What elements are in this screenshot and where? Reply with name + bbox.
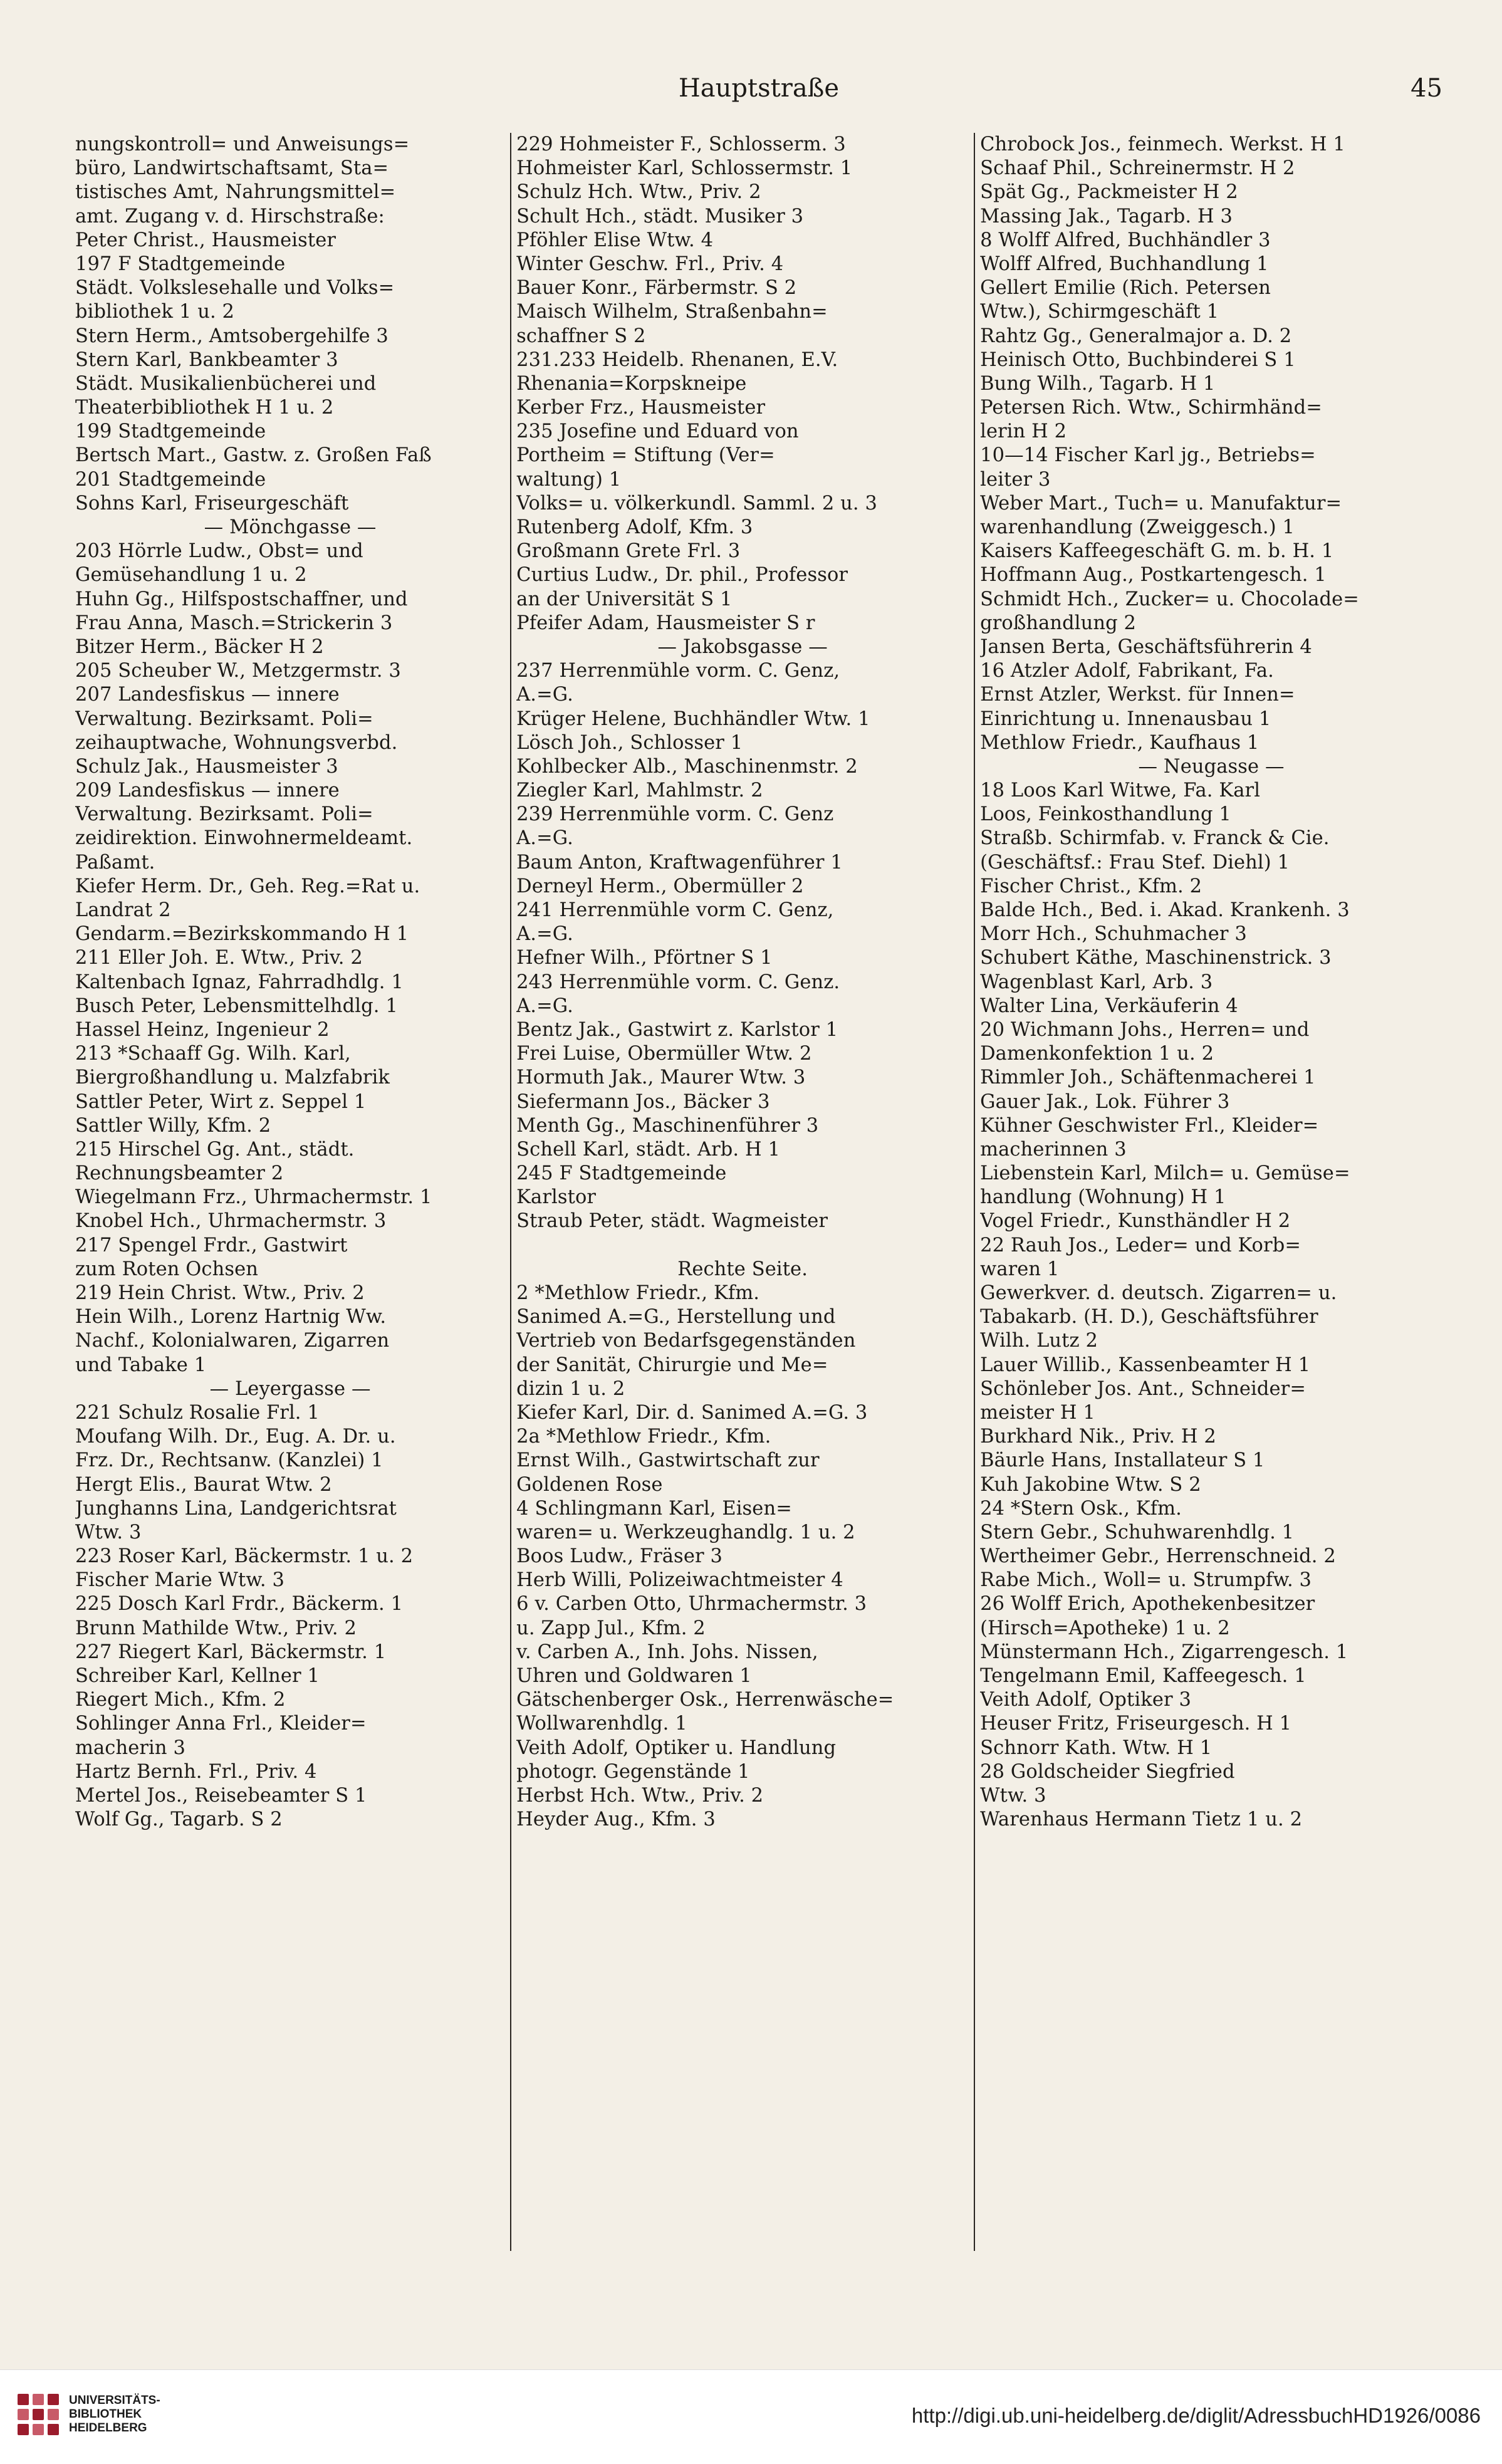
directory-line: 221 Schulz Rosalie Frl. 1 bbox=[75, 1401, 320, 1424]
page-number: 45 bbox=[1411, 74, 1442, 103]
directory-line: Wtw. 3 bbox=[980, 1784, 1046, 1807]
directory-line: schaffner S 2 bbox=[516, 325, 646, 347]
page-title: Hauptstraße bbox=[678, 74, 840, 103]
directory-columns bbox=[75, 133, 1442, 2251]
directory-line: Vertrieb von Bedarfsgegenständen bbox=[516, 1330, 856, 1352]
directory-line: Schulz Jak., Hausmeister 3 bbox=[75, 755, 338, 778]
directory-line: zeihauptwache, Wohnungsverbd. bbox=[75, 731, 398, 754]
directory-line: Bertsch Mart., Gastw. z. Großen Faß bbox=[75, 444, 432, 467]
directory-line: Burkhard Nik., Priv. H 2 bbox=[980, 1426, 1216, 1448]
directory-line: Verwaltung. Bezirksamt. Poli= bbox=[75, 803, 373, 826]
directory-line: 225 Dosch Karl Frdr., Bäckerm. 1 bbox=[75, 1593, 404, 1616]
directory-line: Kaltenbach Ignaz, Fahrradhdlg. 1 bbox=[75, 971, 404, 993]
logo-line: UNIVERSITÄTS- bbox=[69, 2394, 160, 2407]
directory-line: Bung Wilh., Tagarb. H 1 bbox=[980, 372, 1216, 395]
directory-line: 28 Goldscheider Siegfried bbox=[980, 1760, 1235, 1783]
directory-line: Goldenen Rose bbox=[516, 1473, 663, 1496]
directory-line: Brunn Mathilde Wtw., Priv. 2 bbox=[75, 1617, 357, 1639]
directory-line: — Leyergasse — bbox=[209, 1377, 371, 1400]
directory-line: Wtw. 3 bbox=[75, 1521, 142, 1543]
directory-line: Chrobock Jos., feinmech. Werkst. H 1 bbox=[980, 133, 1345, 155]
directory-line: Hoffmann Aug., Postkartengesch. 1 bbox=[980, 564, 1327, 587]
directory-line: Menth Gg., Maschinenführer 3 bbox=[516, 1114, 819, 1137]
directory-line: — Neugasse — bbox=[1138, 755, 1285, 778]
directory-line: u. Zapp Jul., Kfm. 2 bbox=[516, 1617, 706, 1639]
directory-line: Großmann Grete Frl. 3 bbox=[516, 540, 741, 563]
directory-line: Tabakarb. (H. D.), Geschäftsführer bbox=[980, 1306, 1318, 1329]
directory-line: Lösch Joh., Schlosser 1 bbox=[516, 731, 743, 754]
directory-line: Wtw.), Schirmgeschäft 1 bbox=[980, 301, 1219, 323]
directory-line: Schubert Käthe, Maschinenstrick. 3 bbox=[980, 947, 1332, 969]
directory-line: Peter Christ., Hausmeister bbox=[75, 229, 336, 251]
directory-line: 197 F Stadtgemeinde bbox=[75, 253, 286, 275]
directory-line: v. Carben A., Inh. Johs. Nissen, bbox=[516, 1641, 818, 1663]
directory-line: Jansen Berta, Geschäftsführerin 4 bbox=[980, 635, 1312, 658]
directory-line: Schreiber Karl, Kellner 1 bbox=[75, 1665, 320, 1687]
directory-line: A.=G. bbox=[516, 827, 573, 850]
directory-line: leiter 3 bbox=[980, 468, 1051, 491]
directory-line: 211 Eller Joh. E. Wtw., Priv. 2 bbox=[75, 947, 363, 969]
directory-line: Hassel Heinz, Ingenieur 2 bbox=[75, 1018, 330, 1041]
directory-line: 24 *Stern Osk., Kfm. bbox=[980, 1497, 1182, 1520]
library-logo[interactable] bbox=[18, 2394, 160, 2435]
directory-line: Landrat 2 bbox=[75, 899, 171, 921]
directory-line: Hohmeister Karl, Schlossermstr. 1 bbox=[516, 157, 853, 180]
directory-line: Sohns Karl, Friseurgeschäft bbox=[75, 492, 349, 514]
directory-line: Lauer Willib., Kassenbeamter H 1 bbox=[980, 1354, 1311, 1376]
directory-line: Damenkonfektion 1 u. 2 bbox=[980, 1043, 1214, 1065]
directory-line: Hefner Wilh., Pförtner S 1 bbox=[516, 947, 773, 969]
page-header bbox=[75, 69, 1442, 113]
column-left bbox=[75, 133, 510, 2251]
directory-line: Loos, Feinkosthandlung 1 bbox=[980, 803, 1231, 826]
directory-line: Knobel Hch., Uhrmachermstr. 3 bbox=[75, 1210, 387, 1233]
directory-line: Moufang Wilh. Dr., Eug. A. Dr. u. bbox=[75, 1426, 396, 1448]
directory-line: A.=G. bbox=[516, 923, 573, 946]
directory-line: 235 Josefine und Eduard von bbox=[516, 420, 799, 443]
directory-line: 2 *Methlow Friedr., Kfm. bbox=[516, 1282, 760, 1304]
directory-line: Veith Adolf, Optiker 3 bbox=[980, 1689, 1191, 1711]
directory-line: Weber Mart., Tuch= u. Manufaktur= bbox=[980, 492, 1342, 514]
directory-line: 203 Hörrle Ludw., Obst= und bbox=[75, 540, 363, 563]
directory-line: Schulz Hch. Wtw., Priv. 2 bbox=[516, 181, 761, 204]
directory-line: Heyder Aug., Kfm. 3 bbox=[516, 1809, 716, 1831]
directory-line: 241 Herrenmühle vorm C. Genz, bbox=[516, 899, 834, 921]
directory-line: Gewerkver. d. deutsch. Zigarren= u. bbox=[980, 1282, 1337, 1304]
directory-line: Fischer Marie Wtw. 3 bbox=[75, 1569, 285, 1592]
directory-line: Derneyl Herm., Obermüller 2 bbox=[516, 875, 804, 897]
directory-line: (Geschäftsf.: Frau Stef. Diehl) 1 bbox=[980, 851, 1290, 874]
directory-line: Gendarm.=Bezirkskommando H 1 bbox=[75, 923, 409, 946]
directory-line: Heuser Fritz, Friseurgesch. H 1 bbox=[980, 1713, 1292, 1735]
directory-line: 209 Landesfiskus — innere bbox=[75, 780, 340, 802]
directory-line: amt. Zugang v. d. Hirschstraße: bbox=[75, 205, 385, 227]
library-logo-text bbox=[69, 2394, 160, 2435]
directory-line: Gemüsehandlung 1 u. 2 bbox=[75, 564, 307, 587]
directory-line: handlung (Wohnung) H 1 bbox=[980, 1186, 1226, 1209]
directory-line: Rahtz Gg., Generalmajor a. D. 2 bbox=[980, 325, 1292, 347]
directory-line: büro, Landwirtschaftsamt, Sta= bbox=[75, 157, 389, 180]
directory-line: Einrichtung u. Innenausbau 1 bbox=[980, 707, 1271, 730]
directory-line: Siefermann Jos., Bäcker 3 bbox=[516, 1090, 770, 1113]
directory-line: Kohlbecker Alb., Maschinenmstr. 2 bbox=[516, 755, 858, 778]
directory-line: Sattler Willy, Kfm. 2 bbox=[75, 1114, 271, 1137]
directory-line: Theaterbibliothek H 1 u. 2 bbox=[75, 397, 334, 419]
directory-line: Vogel Friedr., Kunsthändler H 2 bbox=[980, 1210, 1291, 1233]
directory-line: Stern Herm., Amtsobergehilfe 3 bbox=[75, 325, 389, 347]
directory-line: Gellert Emilie (Rich. Petersen bbox=[980, 277, 1271, 300]
directory-line: waren 1 bbox=[980, 1258, 1060, 1280]
directory-line: 243 Herrenmühle vorm. C. Genz. bbox=[516, 971, 840, 993]
directory-line: Petersen Rich. Wtw., Schirmhänd= bbox=[980, 397, 1322, 419]
directory-line: Biergroßhandlung u. Malzfabrik bbox=[75, 1067, 390, 1089]
directory-line: Bitzer Herm., Bäcker H 2 bbox=[75, 635, 324, 658]
directory-line: Kaisers Kaffeegeschäft G. m. b. H. 1 bbox=[980, 540, 1334, 563]
directory-line: 199 Stadtgemeinde bbox=[75, 420, 266, 443]
directory-line: macherin 3 bbox=[75, 1736, 185, 1759]
directory-line: Methlow Friedr., Kaufhaus 1 bbox=[980, 731, 1259, 754]
directory-line: Pföhler Elise Wtw. 4 bbox=[516, 229, 714, 251]
directory-line: Wiegelmann Frz., Uhrmachermstr. 1 bbox=[75, 1186, 432, 1209]
directory-line: Frz. Dr., Rechtsanw. (Kanzlei) 1 bbox=[75, 1449, 383, 1472]
directory-line: Krüger Helene, Buchhändler Wtw. 1 bbox=[516, 707, 870, 730]
directory-line: Bäurle Hans, Installateur S 1 bbox=[980, 1449, 1265, 1472]
directory-line: Boos Ludw., Fräser 3 bbox=[516, 1545, 722, 1568]
directory-line: 2a *Methlow Friedr., Kfm. bbox=[516, 1426, 771, 1448]
directory-line: Sohlinger Anna Frl., Kleider= bbox=[75, 1713, 367, 1735]
directory-line: meister H 1 bbox=[980, 1401, 1095, 1424]
directory-line: Stern Karl, Bankbeamter 3 bbox=[75, 348, 338, 371]
directory-line: Riegert Mich., Kfm. 2 bbox=[75, 1689, 286, 1711]
directory-line: Karlstor bbox=[516, 1186, 597, 1209]
directory-line: Straub Peter, städt. Wagmeister bbox=[516, 1210, 828, 1233]
directory-line: Curtius Ludw., Dr. phil., Professor bbox=[516, 564, 848, 587]
directory-line: Nachf., Kolonialwaren, Zigarren bbox=[75, 1330, 390, 1352]
directory-line: 219 Hein Christ. Wtw., Priv. 2 bbox=[75, 1282, 365, 1304]
directory-line: Warenhaus Hermann Tietz 1 u. 2 bbox=[980, 1809, 1303, 1831]
directory-line: Rutenberg Adolf, Kfm. 3 bbox=[516, 516, 753, 538]
directory-line: Wilh. Lutz 2 bbox=[980, 1330, 1098, 1352]
directory-line: Liebenstein Karl, Milch= u. Gemüse= bbox=[980, 1162, 1350, 1185]
directory-line: A.=G. bbox=[516, 684, 573, 706]
directory-line: Hartz Bernh. Frl., Priv. 4 bbox=[75, 1760, 317, 1783]
directory-line: — Jakobsgasse — bbox=[657, 635, 828, 658]
library-logo-icon bbox=[18, 2394, 59, 2435]
directory-line: der Sanität, Chirurgie und Me= bbox=[516, 1354, 828, 1376]
directory-line: Sanimed A.=G., Herstellung und bbox=[516, 1306, 836, 1329]
directory-line: tistisches Amt, Nahrungsmittel= bbox=[75, 181, 396, 204]
directory-line: Rechte Seite. bbox=[677, 1258, 808, 1280]
directory-line: waren= u. Werkzeughandlg. 1 u. 2 bbox=[516, 1521, 855, 1543]
directory-line: Hein Wilh., Lorenz Hartnig Ww. bbox=[75, 1306, 387, 1329]
directory-line: Rabe Mich., Woll= u. Strumpfw. 3 bbox=[980, 1569, 1312, 1592]
directory-line: 207 Landesfiskus — innere bbox=[75, 684, 340, 706]
directory-line: Wolff Alfred, Buchhandlung 1 bbox=[980, 253, 1269, 275]
directory-line: Städt. Volkslesehalle und Volks= bbox=[75, 277, 395, 300]
directory-line: zum Roten Ochsen bbox=[75, 1258, 258, 1280]
directory-line: A.=G. bbox=[516, 994, 573, 1017]
directory-line: Portheim = Stiftung (Ver= bbox=[516, 444, 775, 467]
directory-line: Rechnungsbeamter 2 bbox=[75, 1162, 284, 1185]
directory-line: zeidirektion. Einwohnermeldeamt. bbox=[75, 827, 413, 850]
directory-line: Schult Hch., städt. Musiker 3 bbox=[516, 205, 804, 227]
directory-line: 16 Atzler Adolf, Fabrikant, Fa. bbox=[980, 660, 1274, 682]
directory-line: Fischer Christ., Kfm. 2 bbox=[980, 875, 1202, 897]
directory-line: Tengelmann Emil, Kaffeegesch. 1 bbox=[980, 1665, 1306, 1687]
directory-line: photogr. Gegenstände 1 bbox=[516, 1760, 750, 1783]
directory-line: Walter Lina, Verkäuferin 4 bbox=[980, 994, 1238, 1017]
directory-line: Rimmler Joh., Schäftenmacherei 1 bbox=[980, 1067, 1316, 1089]
directory-line: Wagenblast Karl, Arb. 3 bbox=[980, 971, 1213, 993]
directory-line: Pfeifer Adam, Hausmeister S r bbox=[516, 612, 815, 634]
directory-line: 239 Herrenmühle vorm. C. Genz bbox=[516, 803, 834, 826]
directory-line: großhandlung 2 bbox=[980, 612, 1137, 634]
directory-line: Münstermann Hch., Zigarrengesch. 1 bbox=[980, 1641, 1348, 1663]
directory-line: Schaaf Phil., Schreinermstr. H 2 bbox=[980, 157, 1295, 180]
directory-line: lerin H 2 bbox=[980, 420, 1067, 443]
logo-line: HEIDELBERG bbox=[69, 2421, 147, 2435]
column-middle bbox=[511, 133, 974, 2251]
directory-line: 223 Roser Karl, Bäckermstr. 1 u. 2 bbox=[75, 1545, 414, 1568]
directory-line: dizin 1 u. 2 bbox=[516, 1377, 625, 1400]
directory-line: 227 Riegert Karl, Bäckermstr. 1 bbox=[75, 1641, 387, 1663]
directory-line: Busch Peter, Lebensmittelhdlg. 1 bbox=[75, 994, 398, 1017]
directory-line: 231.233 Heidelb. Rhenanen, E.V. bbox=[516, 348, 838, 371]
directory-line: Spät Gg., Packmeister H 2 bbox=[980, 181, 1238, 204]
directory-line: Bauer Konr., Färbermstr. S 2 bbox=[516, 277, 797, 300]
directory-line: Schönleber Jos. Ant., Schneider= bbox=[980, 1377, 1306, 1400]
source-url-link[interactable]: http://digi.ub.uni-heidelberg.de/diglit/AdressbuchHD1926/0086 bbox=[911, 2404, 1481, 2427]
footer-bar bbox=[0, 2369, 1502, 2464]
directory-line: 4 Schlingmann Karl, Eisen= bbox=[516, 1497, 792, 1520]
directory-line: und Tabake 1 bbox=[75, 1354, 207, 1376]
directory-line: Volks= u. völkerkundl. Samml. 2 u. 3 bbox=[516, 492, 878, 514]
directory-line: 18 Loos Karl Witwe, Fa. Karl bbox=[980, 780, 1261, 802]
directory-line: Bentz Jak., Gastwirt z. Karlstor 1 bbox=[516, 1018, 838, 1041]
directory-line: Wolf Gg., Tagarb. S 2 bbox=[75, 1809, 283, 1831]
directory-line: 6 v. Carben Otto, Uhrmachermstr. 3 bbox=[516, 1593, 867, 1616]
directory-line: Wollwarenhdlg. 1 bbox=[516, 1713, 687, 1735]
directory-line: Schnorr Kath. Wtw. H 1 bbox=[980, 1736, 1213, 1759]
directory-line: Verwaltung. Bezirksamt. Poli= bbox=[75, 707, 373, 730]
directory-line: Huhn Gg., Hilfspostschaffner, und bbox=[75, 588, 408, 610]
directory-line: Herb Willi, Polizeiwachtmeister 4 bbox=[516, 1569, 843, 1592]
directory-line: Kiefer Karl, Dir. d. Sanimed A.=G. 3 bbox=[516, 1401, 868, 1424]
directory-line: 245 F Stadtgemeinde bbox=[516, 1162, 727, 1185]
directory-line: 205 Scheuber W., Metzgermstr. 3 bbox=[75, 660, 401, 682]
logo-line: BIBLIOTHEK bbox=[69, 2408, 142, 2421]
directory-line: warenhandlung (Zweiggesch.) 1 bbox=[980, 516, 1295, 538]
directory-line: Ernst Wilh., Gastwirtschaft zur bbox=[516, 1449, 820, 1472]
directory-line: Paßamt. bbox=[75, 851, 155, 874]
directory-line: 229 Hohmeister F., Schlosserm. 3 bbox=[516, 133, 846, 155]
directory-line: Hormuth Jak., Maurer Wtw. 3 bbox=[516, 1067, 806, 1089]
directory-line: 201 Stadtgemeinde bbox=[75, 468, 266, 491]
directory-line: Veith Adolf, Optiker u. Handlung bbox=[516, 1736, 837, 1759]
directory-line: 10—14 Fischer Karl jg., Betriebs= bbox=[980, 444, 1316, 467]
directory-line: Herbst Hch. Wtw., Priv. 2 bbox=[516, 1784, 764, 1807]
directory-line: 26 Wolff Erich, Apothekenbesitzer bbox=[980, 1593, 1315, 1616]
directory-line: bibliothek 1 u. 2 bbox=[75, 301, 235, 323]
directory-line: Schmidt Hch., Zucker= u. Chocolade= bbox=[980, 588, 1359, 610]
directory-line: Kuh Jakobine Wtw. S 2 bbox=[980, 1473, 1201, 1496]
directory-line: Heinisch Otto, Buchbinderei S 1 bbox=[980, 348, 1296, 371]
directory-line: Uhren und Goldwaren 1 bbox=[516, 1665, 752, 1687]
directory-line: Junghanns Lina, Landgerichtsrat bbox=[75, 1497, 397, 1520]
directory-line: Rhenania=Korpskneipe bbox=[516, 372, 747, 395]
directory-line: Sattler Peter, Wirt z. Seppel 1 bbox=[75, 1090, 367, 1113]
directory-line: Kiefer Herm. Dr., Geh. Reg.=Rat u. bbox=[75, 875, 420, 897]
directory-line: Gauer Jak., Lok. Führer 3 bbox=[980, 1090, 1230, 1113]
directory-line: Ziegler Karl, Mahlmstr. 2 bbox=[516, 780, 763, 802]
directory-line: — Mönchgasse — bbox=[204, 516, 377, 538]
directory-line: Stern Gebr., Schuhwarenhdlg. 1 bbox=[980, 1521, 1295, 1543]
directory-line: Gätschenberger Osk., Herrenwäsche= bbox=[516, 1689, 894, 1711]
directory-line: an der Universität S 1 bbox=[516, 588, 733, 610]
directory-line: Wertheimer Gebr., Herrenschneid. 2 bbox=[980, 1545, 1336, 1568]
directory-line: Schell Karl, städt. Arb. H 1 bbox=[516, 1138, 781, 1161]
directory-line: 237 Herrenmühle vorm. C. Genz, bbox=[516, 660, 840, 682]
directory-line: Balde Hch., Bed. i. Akad. Krankenh. 3 bbox=[980, 899, 1350, 921]
directory-line: 8 Wolff Alfred, Buchhändler 3 bbox=[980, 229, 1271, 251]
directory-line: Mertel Jos., Reisebeamter S 1 bbox=[75, 1784, 367, 1807]
directory-line: Ernst Atzler, Werkst. für Innen= bbox=[980, 684, 1295, 706]
directory-line: Frei Luise, Obermüller Wtw. 2 bbox=[516, 1043, 812, 1065]
directory-line: Kerber Frz., Hausmeister bbox=[516, 397, 766, 419]
directory-line: macherinnen 3 bbox=[980, 1138, 1127, 1161]
directory-line: (Hirsch=Apotheke) 1 u. 2 bbox=[980, 1617, 1230, 1639]
directory-line: 217 Spengel Frdr., Gastwirt bbox=[75, 1234, 348, 1256]
directory-line: 20 Wichmann Johs., Herren= und bbox=[980, 1018, 1310, 1041]
directory-line: Städt. Musikalienbücherei und bbox=[75, 372, 377, 395]
directory-line: Winter Geschw. Frl., Priv. 4 bbox=[516, 253, 784, 275]
directory-line: Baum Anton, Kraftwagenführer 1 bbox=[516, 851, 843, 874]
directory-line: Straßb. Schirmfab. v. Franck & Cie. bbox=[980, 827, 1330, 850]
directory-line: Frau Anna, Masch.=Strickerin 3 bbox=[75, 612, 393, 634]
directory-line: Maisch Wilhelm, Straßenbahn= bbox=[516, 301, 828, 323]
directory-line: 215 Hirschel Gg. Ant., städt. bbox=[75, 1138, 355, 1161]
directory-line: 22 Rauh Jos., Leder= und Korb= bbox=[980, 1234, 1301, 1256]
directory-line: Hergt Elis., Baurat Wtw. 2 bbox=[75, 1473, 332, 1496]
directory-line bbox=[516, 1234, 969, 1258]
directory-line: Massing Jak., Tagarb. H 3 bbox=[980, 205, 1233, 227]
directory-line: waltung) 1 bbox=[516, 468, 622, 491]
directory-line: Kühner Geschwister Frl., Kleider= bbox=[980, 1114, 1319, 1137]
column-right bbox=[975, 133, 1442, 2251]
directory-line: nungskontroll= und Anweisungs= bbox=[75, 133, 410, 155]
directory-line: Morr Hch., Schuhmacher 3 bbox=[980, 923, 1247, 946]
directory-line: 213 *Schaaff Gg. Wilh. Karl, bbox=[75, 1043, 351, 1065]
